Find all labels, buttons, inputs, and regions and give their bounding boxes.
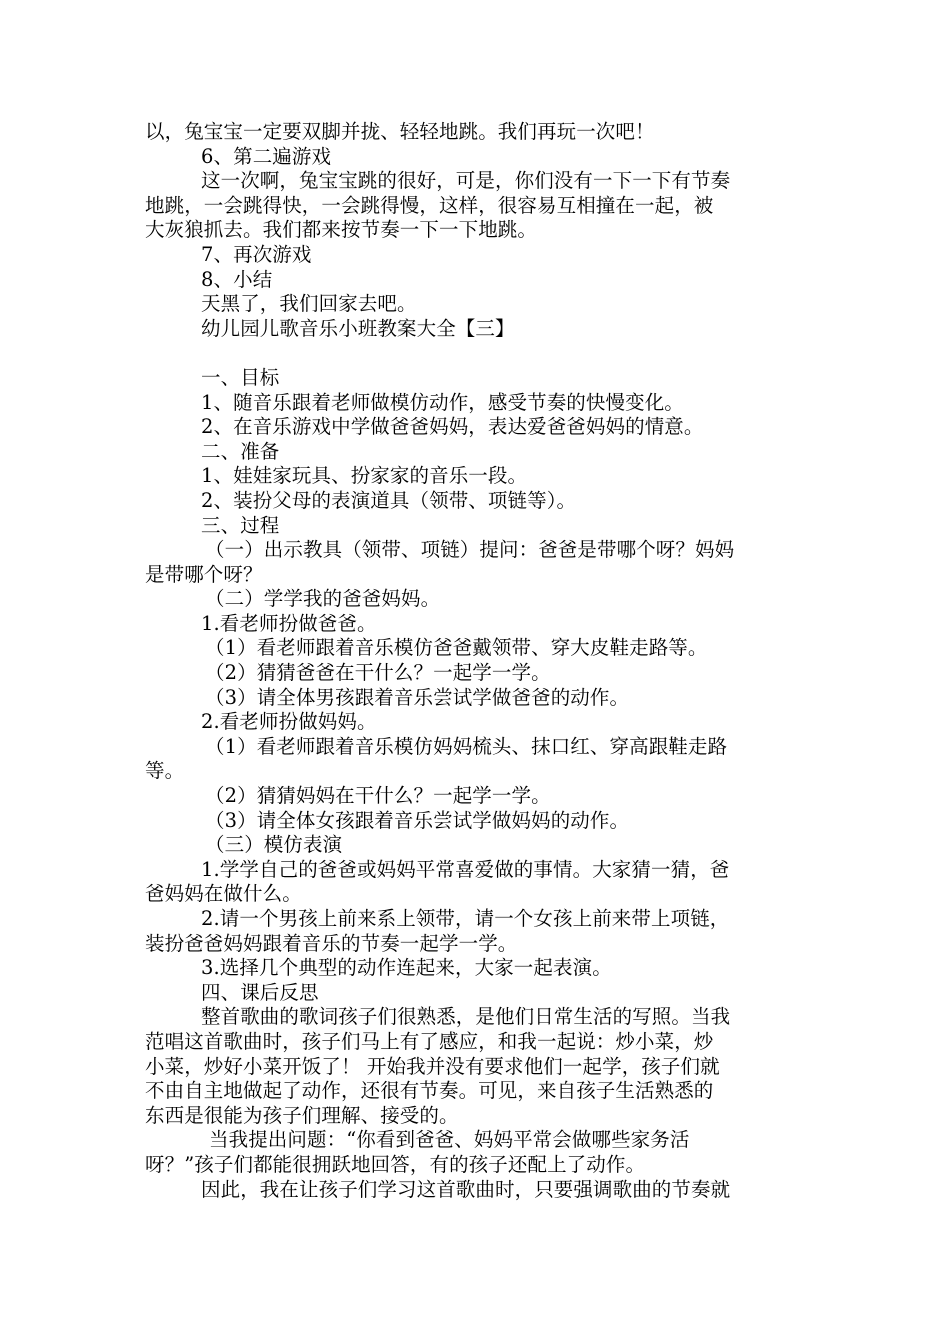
text-line: 等。 [145,759,185,783]
text-line: 不由自主地做起了动作，还很有节奏。可见，来自孩子生活熟悉的 [145,1079,714,1103]
text-line: 整首歌曲的歌词孩子们很熟悉，是他们日常生活的写照。当我 [201,1005,731,1029]
list-item: 1、娃娃家玩具、扮家家的音乐一段。 [201,464,528,488]
text-line: 这一次啊，兔宝宝跳的很好，可是，你们没有一下一下有节奏 [201,169,731,193]
list-item: 1、随音乐跟着老师做模仿动作，感受节奏的快慢变化。 [201,390,684,414]
step-heading: 7、再次游戏 [201,242,312,266]
section-heading: 二、准备 [201,439,280,463]
document-body [145,120,813,1202]
text-line: 东西是很能为孩子们理解、接受的。 [145,1103,459,1127]
blank-line [145,341,813,366]
text-line: 地跳，一会跳得快，一会跳得慢，这样，很容易互相撞在一起，被 [145,193,714,217]
text-line: 是带哪个呀？ [145,562,263,586]
step-heading: 6、第二遍游戏 [201,144,332,168]
list-item: 2、装扮父母的表演道具（领带、项链等）。 [201,488,577,512]
list-item: 2、在音乐游戏中学做爸爸妈妈，表达爱爸爸妈妈的情意。 [201,415,704,439]
section-heading: 一、目标 [201,365,280,389]
list-item: （3）请全体男孩跟着音乐尝试学做爸爸的动作。 [205,685,630,709]
list-item: （1）看老师跟着音乐模仿妈妈梳头、抹口红、穿高跟鞋走路 [205,734,728,758]
list-item: 1.看老师扮做爸爸。 [201,611,377,635]
section-heading: 三、过程 [201,513,280,537]
sub-heading: （二）学学我的爸爸妈妈。 [205,587,441,611]
text-line: 当我提出问题：“你看到爸爸、妈妈平常会做哪些家务活 [209,1128,690,1152]
list-item: 2.请一个男孩上前来系上领带，请一个女孩上前来带上项链， [201,907,730,930]
step-heading: 8、小结 [201,267,273,291]
list-item: （2）猜猜妈妈在干什么？一起学一学。 [205,784,551,808]
list-item: （3）请全体女孩跟着音乐尝试学做妈妈的动作。 [205,808,630,832]
list-item: （1）看老师跟着音乐模仿爸爸戴领带、穿大皮鞋走路等。 [205,636,708,660]
list-item: （2）猜猜爸爸在干什么？一起学一学。 [205,661,551,685]
section-heading: 四、课后反思 [201,980,319,1004]
text-line: 因此，我在让孩子们学习这首歌曲时，只要强调歌曲的节奏就 [201,1177,731,1201]
text-line: 装扮爸爸妈妈跟着音乐的节奏一起学一学。 [145,931,518,955]
text-line: 呀？”孩子们都能很拥跃地回答，有的孩子还配上了动作。 [145,1152,646,1176]
text-line: 范唱这首歌曲时，孩子们马上有了感应，和我一起说：炒小菜，炒 [145,1029,714,1053]
text-line: 小菜，炒好小菜开饭了！ 开始我并没有要求他们一起学，孩子们就 [145,1054,720,1078]
list-item: 2.看老师扮做妈妈。 [201,710,377,734]
section-title: 幼儿园儿歌音乐小班教案大全【三】 [201,316,515,340]
sub-heading: （三）模仿表演 [205,833,343,857]
text-line: 天黑了，我们回家去吧。 [201,292,417,316]
text-line: 爸妈妈在做什么。 [145,882,302,906]
list-item: 3.选择几个典型的动作连起来，大家一起表演。 [201,956,612,980]
text-line: 大灰狼抓去。我们都来按节奏一下一下地跳。 [145,218,538,242]
text-line: （一）出示教具（领带、项链）提问：爸爸是带哪个呀？妈妈 [205,538,735,562]
list-item: 1.学学自己的爸爸或妈妈平常喜爱做的事情。大家猜一猜，爸 [201,857,730,881]
text-line: 以，兔宝宝一定要双脚并拢、轻轻地跳。我们再玩一次吧！ [145,120,655,143]
